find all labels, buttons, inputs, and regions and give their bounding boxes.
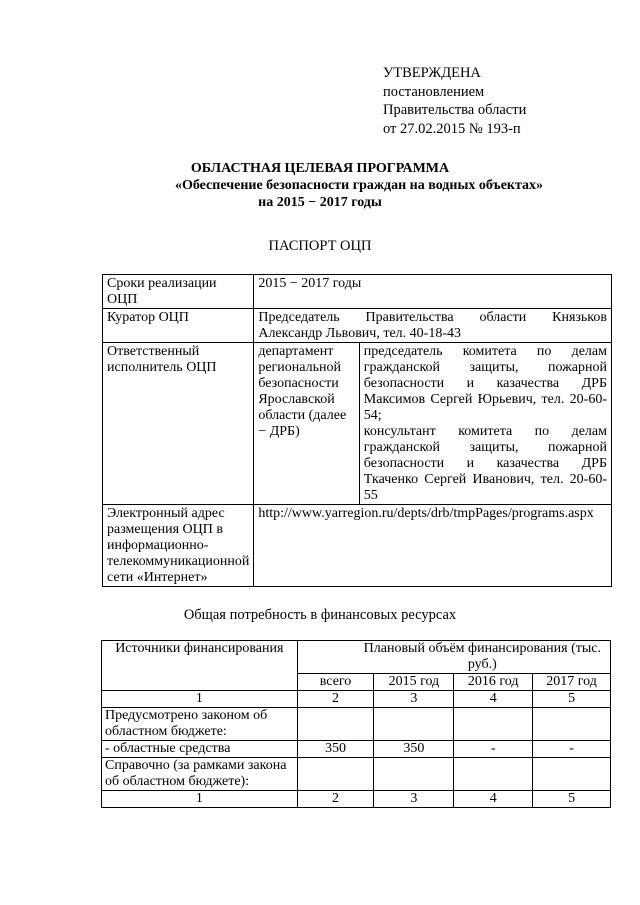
header-2017: 2017 год <box>533 674 611 691</box>
period-value: 2015 − 2017 годы <box>254 275 612 309</box>
executor-person-1: председатель комитета по делам гражданской защиты, пожарной безопасности и казачества ДРБ Максимов Сергей Юрьевич, тел. 20-60-54; <box>363 344 607 423</box>
col-number: 3 <box>374 791 454 808</box>
col-number: 1 <box>102 791 298 808</box>
regional-2015: 350 <box>374 741 454 758</box>
url-label: Электронный адрес размещения ОЦП в информационно-телекоммуникационной сети «Интернет» <box>103 505 254 587</box>
col-number: 2 <box>297 691 374 708</box>
finance-heading: Общая потребность в финансовых ресурсах <box>183 607 457 623</box>
executor-department: департамент региональной безопасности Ярославской области (далее − ДРБ) <box>254 343 359 505</box>
program-title-line-1: ОБЛАСТНАЯ ЦЕЛЕВАЯ ПРОГРАММА <box>190 161 450 176</box>
program-title <box>0 160 640 211</box>
col-number: 3 <box>374 691 454 708</box>
col-number: 2 <box>297 791 374 808</box>
reference-label: Справочно (за рамками закона об областном бюджете): <box>102 758 298 791</box>
table-row <box>102 708 611 741</box>
table-row <box>102 791 611 808</box>
executor-persons <box>359 343 611 505</box>
table-row <box>103 505 612 587</box>
program-title-line-3: на 2015 − 2017 годы <box>258 195 382 210</box>
regional-total: 350 <box>297 741 374 758</box>
table-row <box>102 691 611 708</box>
approval-line-2: постановлением <box>383 83 485 100</box>
header-planned: Плановый объём финансирования (тыс. руб.) <box>297 641 610 674</box>
passport-heading: ПАСПОРТ ОЦП <box>268 238 372 254</box>
table-row <box>103 309 612 343</box>
header-2016: 2016 год <box>454 674 533 691</box>
executor-person-2: консультант комитета по делам гражданской защиты, пожарной безопасности и казачества ДРБ Ткаченко Сергей Иванович, тел. 20-60-55 <box>363 424 607 503</box>
executor-label: Ответственный исполнитель ОЦП <box>103 343 254 505</box>
table-row <box>102 641 611 674</box>
table-row <box>103 275 612 309</box>
approval-line-3: Правительства области <box>383 102 527 118</box>
header-sources: Источники финансирования <box>102 641 298 691</box>
program-title-line-2: «Обеспечение безопасности граждан на водных объектах» <box>174 178 544 193</box>
url-value[interactable]: http://www.yarregion.ru/depts/drb/tmpPages/programs.aspx <box>254 505 612 587</box>
col-number: 1 <box>102 691 298 708</box>
col-number: 4 <box>454 691 533 708</box>
header-2015: 2015 год <box>374 674 454 691</box>
law-budget-label: Предусмотрено законом об областном бюджете: <box>102 708 298 741</box>
col-number: 5 <box>533 791 611 808</box>
regional-2016: - <box>454 741 533 758</box>
col-number: 4 <box>454 791 533 808</box>
table-row <box>103 343 612 505</box>
header-total: всего <box>297 674 374 691</box>
curator-value: Председатель Правительства области Князьков Александр Львович, тел. 40-18-43 <box>254 309 612 343</box>
finance-table <box>101 640 611 808</box>
approval-line-4: от 27.02.2015 № 193-п <box>383 120 521 137</box>
col-number: 5 <box>533 691 611 708</box>
table-row <box>102 758 611 791</box>
curator-label: Куратор ОЦП <box>103 309 254 343</box>
passport-table <box>102 274 612 587</box>
table-row <box>102 741 611 758</box>
regional-2017: - <box>533 741 611 758</box>
approval-line-1: УТВЕРЖДЕНА <box>383 65 481 81</box>
regional-funds-label: - областные средства <box>102 741 298 758</box>
approval-stamp <box>383 64 526 138</box>
period-label: Сроки реализации ОЦП <box>103 275 254 309</box>
